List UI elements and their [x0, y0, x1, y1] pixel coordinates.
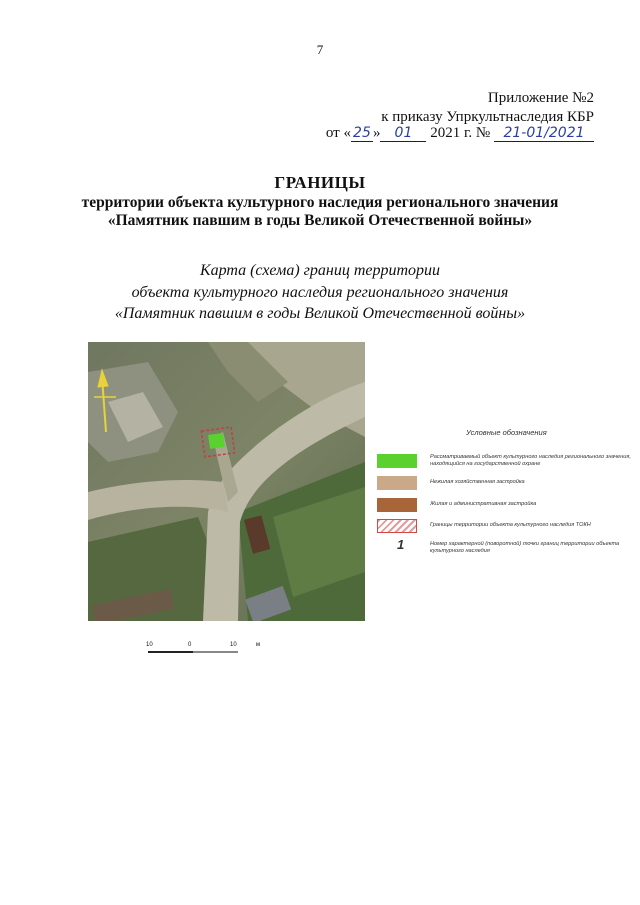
legend-item-point-number — [377, 537, 637, 561]
legend-swatch-residential — [377, 498, 417, 512]
legend-swatch-boundary — [377, 519, 417, 533]
legend-text-residential: Жилая и административная застройка — [430, 501, 537, 507]
map-subtitle-line3: «Памятник павшим в годы Великой Отечественной войны» — [114, 305, 526, 322]
appendix-date-line — [326, 125, 594, 142]
page-number: 7 — [316, 42, 324, 57]
satellite-map — [88, 342, 365, 621]
date-day: 25 — [351, 125, 373, 142]
scale-unit: м — [256, 642, 261, 648]
legend-item-nonresidential — [377, 476, 637, 496]
legend-text-boundary: Границы территории объекта культурного наследия ТОКН — [430, 522, 591, 528]
legend-text-object: Рассматриваемый объект культурного наследия регионального значения, находящийся на государственной охране — [430, 454, 631, 467]
doc-title-line2: территории объекта культурного наследия регионального значения — [81, 194, 559, 211]
map-subtitle-line1: Карта (схема) границ территории — [199, 262, 441, 279]
legend-title: Условные обозначения — [466, 428, 547, 437]
scale-bar — [146, 640, 266, 660]
legend-point-number: 1 — [397, 537, 405, 552]
legend-item-residential — [377, 498, 637, 518]
legend-swatch-nonresidential — [377, 476, 417, 490]
map-subtitle-line2: объекта культурного наследия регионального значения — [131, 284, 509, 301]
appendix-label: Приложение №2 — [487, 90, 594, 106]
legend-text-nonresidential: Нежилая хозяйственная застройка — [430, 479, 525, 485]
legend-text-point-number: Номер характерной (поворотной) точки границ территории объекта культурного наследия — [430, 541, 620, 554]
legend-item-object — [377, 454, 637, 474]
appendix-order-ref: к приказу Упркультнаследия КБР — [381, 109, 594, 125]
legend-item-boundary — [377, 519, 637, 539]
date-prefix: от « — [325, 125, 351, 141]
doc-title-line3: «Памятник павшим в годы Великой Отечественной войны» — [107, 212, 533, 229]
satellite-map-image — [88, 342, 365, 621]
date-quote-close: » — [372, 125, 381, 141]
doc-title: ГРАНИЦЫ — [274, 173, 366, 192]
heritage-object-marker — [208, 433, 225, 449]
scale-center-label: 0 — [188, 642, 192, 648]
date-year: 2021 г. № — [430, 125, 491, 141]
scale-right-label: 10 — [230, 642, 237, 648]
scale-line — [148, 651, 238, 653]
order-number: 21-01/2021 — [494, 125, 594, 142]
scale-left-label: 10 — [146, 642, 153, 648]
legend-swatch-object — [377, 454, 417, 468]
date-month: 01 — [380, 125, 426, 142]
